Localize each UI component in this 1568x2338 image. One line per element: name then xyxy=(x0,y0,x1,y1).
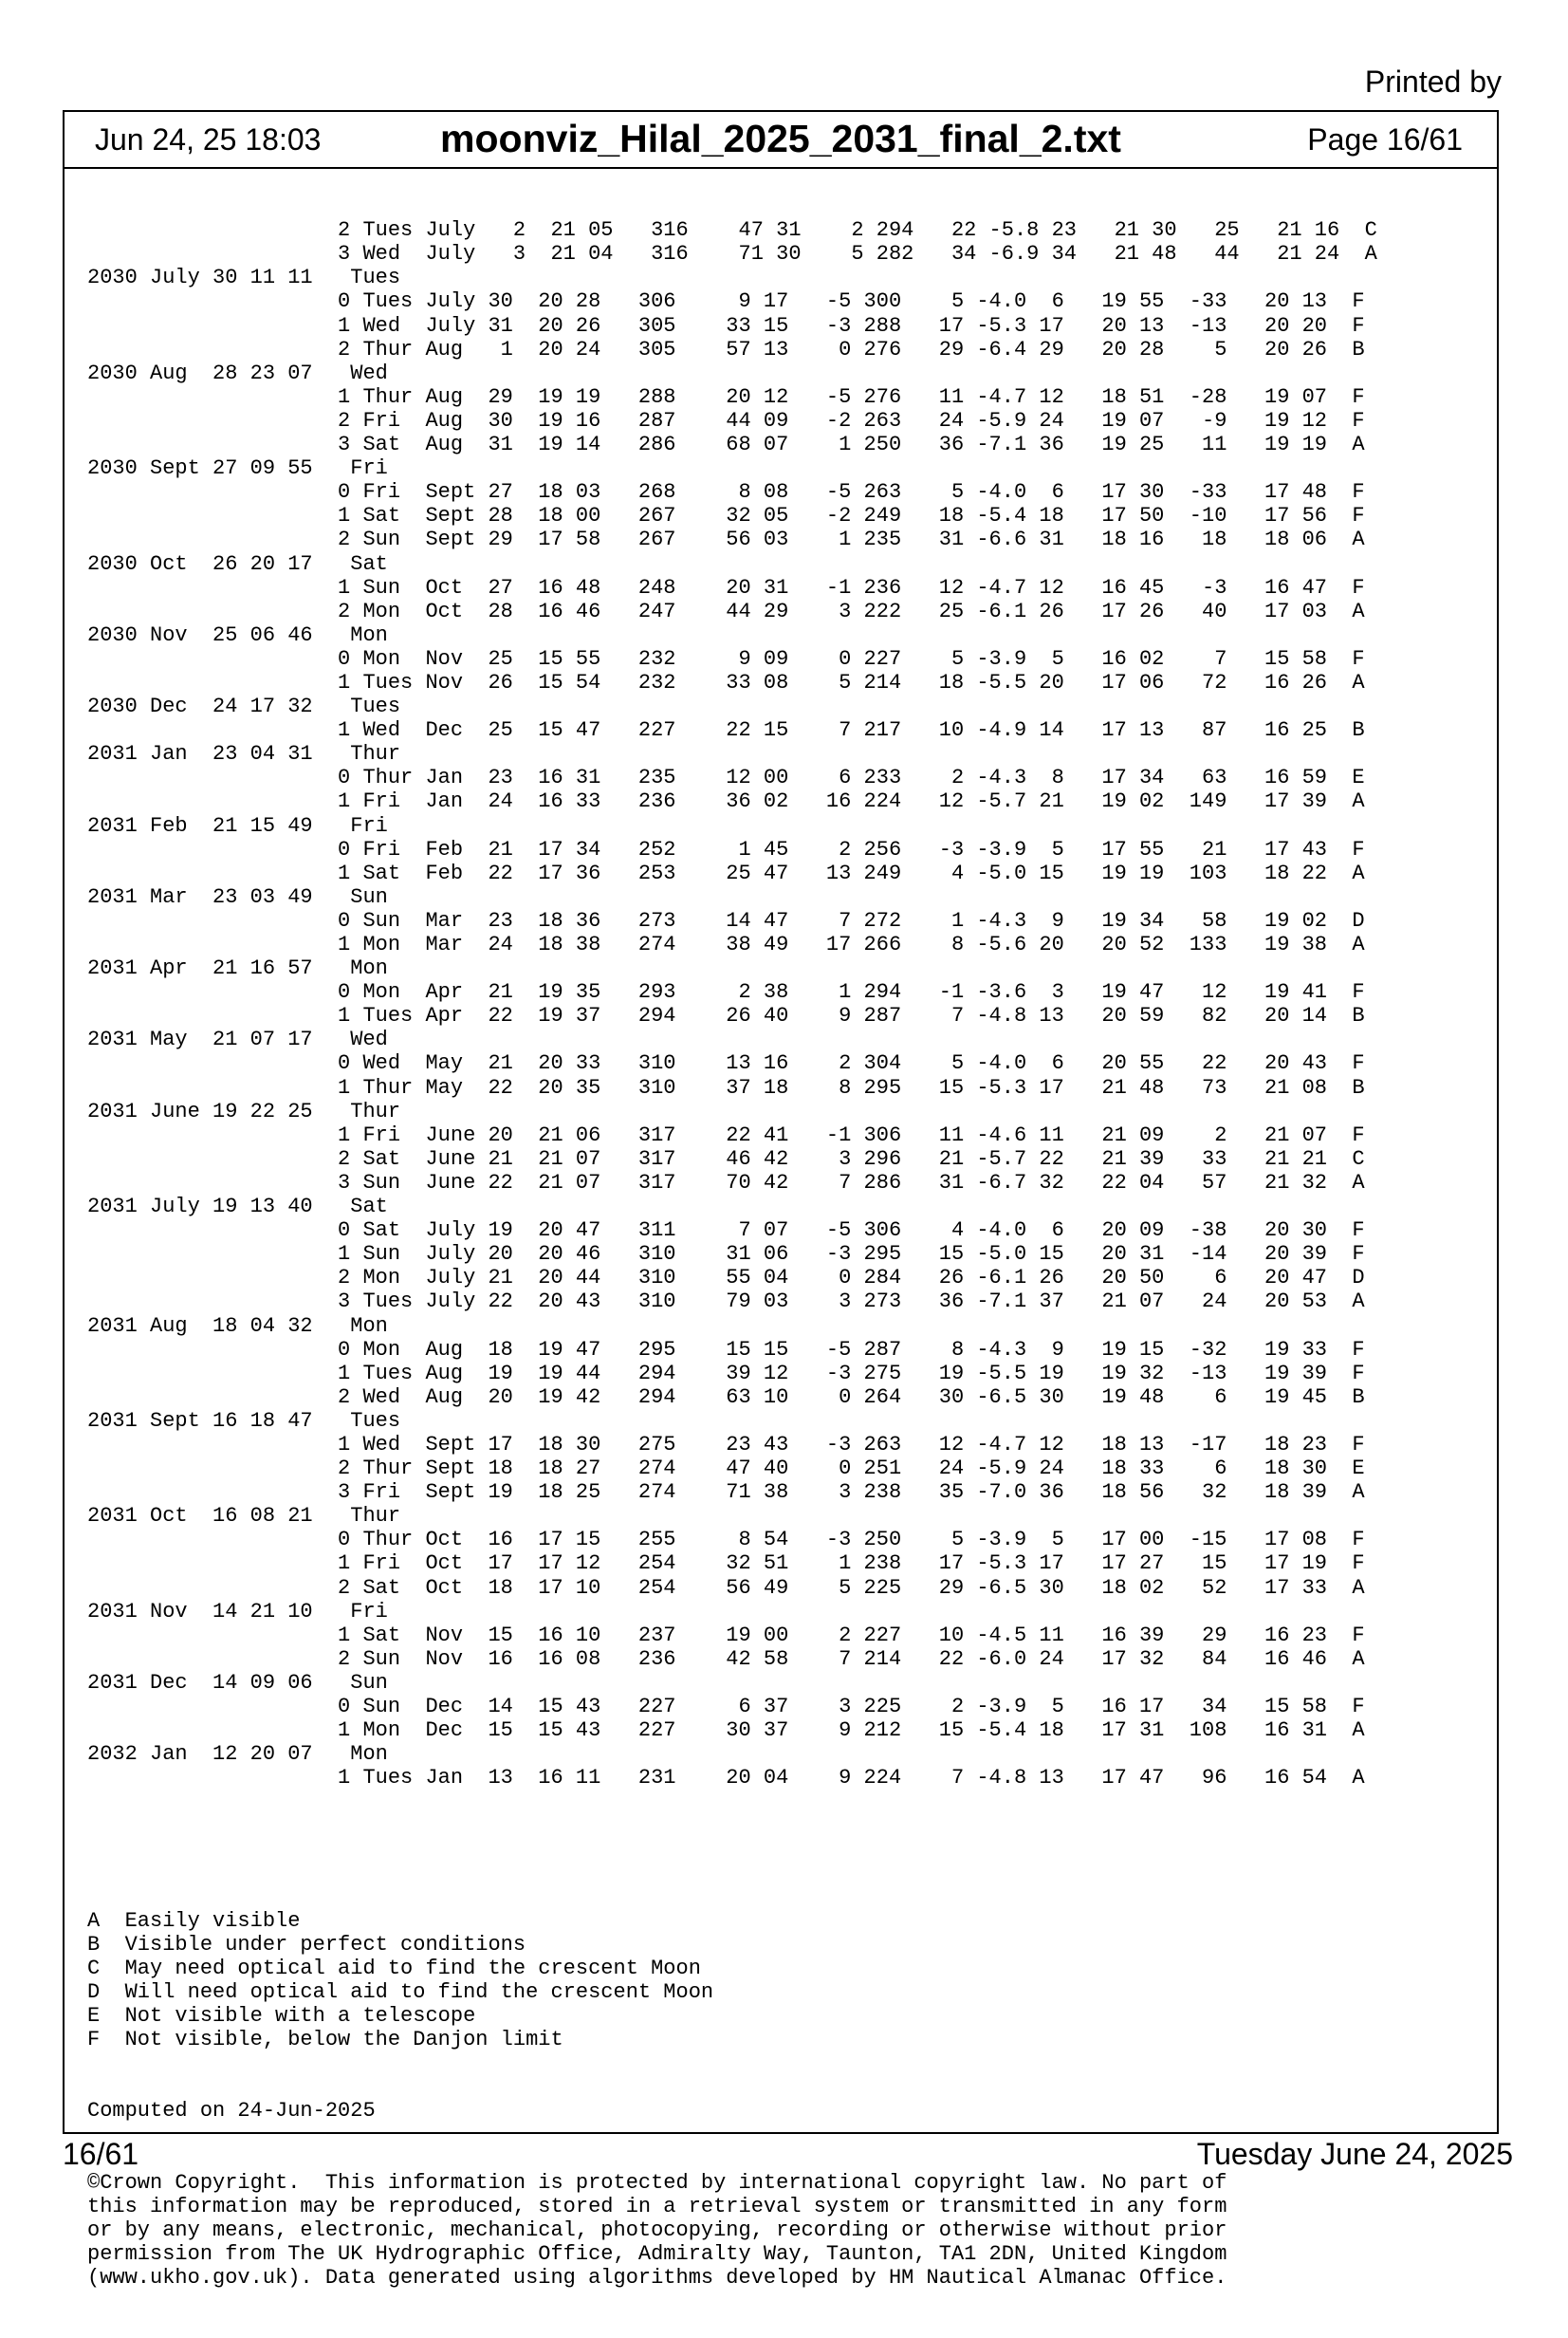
table-row: 1 Fri June 20 21 06 317 22 41 -1 306 11 -4.6 11 21 09 2 21 07 F xyxy=(87,1123,1365,1147)
table-row: 0 Fri Feb 21 17 34 252 1 45 2 256 -3 -3.9 5 17 55 21 17 43 F xyxy=(87,837,1365,862)
table-row: 2031 Nov 14 21 10 Fri xyxy=(87,1599,388,1624)
table-row: 2 Wed Aug 20 19 42 294 63 10 0 264 30 -6.5 30 19 48 6 19 45 B xyxy=(87,1384,1365,1409)
table-row: 2 Thur Sept 18 18 27 274 47 40 0 251 24 -5.9 24 18 33 6 18 30 E xyxy=(87,1457,1365,1481)
table-row: 1 Mon Mar 24 18 38 274 38 49 17 266 8 -5.6 20 20 52 133 19 38 A xyxy=(87,933,1365,956)
table-row: 0 Mon Apr 21 19 35 293 2 38 1 294 -1 -3.6 3 19 47 12 19 41 F xyxy=(87,980,1365,1005)
table-row: 2 Sun Sept 29 17 58 267 56 03 1 235 31 -6.6 31 18 16 18 18 06 A xyxy=(87,528,1365,552)
table-row: 0 Wed May 21 20 33 310 13 16 2 304 5 -4.0 6 20 55 22 20 43 F xyxy=(87,1051,1365,1076)
header-date: Jun 24, 25 18:03 xyxy=(95,122,322,157)
table-row: 0 Fri Sept 27 18 03 268 8 08 -5 263 5 -4.0 6 17 30 -33 17 48 F xyxy=(87,480,1365,505)
legend-item: E Not visible with a telescope xyxy=(87,2004,476,2029)
copyright-line: this information may be reproduced, stored in a retrieval system or transmitted in any form xyxy=(87,2194,1227,2218)
table-row: 0 Sun Mar 23 18 36 273 14 47 7 272 1 -4.3 9 19 34 58 19 02 D xyxy=(87,908,1365,933)
table-row: 1 Tues Jan 13 16 11 231 20 04 9 224 7 -4.8 13 17 47 96 16 54 A xyxy=(87,1766,1365,1791)
table-row: 2031 Apr 21 16 57 Mon xyxy=(87,956,388,981)
table-row: 2031 Mar 23 03 49 Sun xyxy=(87,884,388,909)
table-row: 1 Tues Apr 22 19 37 294 26 40 9 287 7 -4.8 13 20 59 82 20 14 B xyxy=(87,1004,1365,1029)
table-row: 2 Mon Oct 28 16 46 247 44 29 3 222 25 -6.1 26 17 26 40 17 03 A xyxy=(87,599,1365,623)
table-row: 1 Tues Aug 19 19 44 294 39 12 -3 275 19 -5.5 19 19 32 -13 19 39 F xyxy=(87,1361,1365,1385)
table-row: 1 Wed July 31 20 26 305 33 15 -3 288 17 -5.3 17 20 13 -13 20 20 F xyxy=(87,313,1365,338)
table-row: 2030 July 30 11 11 Tues xyxy=(87,266,401,290)
computed-date: Computed on 24-Jun-2025 xyxy=(87,2099,376,2123)
table-row: 1 Tues Nov 26 15 54 232 33 08 5 214 18 -5.5 20 17 06 72 16 26 A xyxy=(87,670,1365,695)
printed-by-label: Printed by xyxy=(1364,65,1502,99)
copyright-line: or by any means, electronic, mechanical, photocopying, recording or otherwise without prior xyxy=(87,2218,1227,2243)
copyright-line: ©Crown Copyright. This information is protected by international copyright law. No part of xyxy=(87,2170,1227,2195)
legend-item: D Will need optical aid to find the crescent Moon xyxy=(87,1980,714,2005)
table-row: 2031 Jan 23 04 31 Thur xyxy=(87,742,401,767)
table-row: 2031 July 19 13 40 Sat xyxy=(87,1195,388,1219)
table-row: 2 Sat June 21 21 07 317 46 42 3 296 21 -5.7 22 21 39 33 21 21 C xyxy=(87,1146,1365,1171)
table-row: 2031 Dec 14 09 06 Sun xyxy=(87,1670,388,1695)
header-title: moonviz_Hilal_2025_2031_final_2.txt xyxy=(440,117,1121,160)
table-row: 2 Thur Aug 1 20 24 305 57 13 0 276 29 -6.4 29 20 28 5 20 26 B xyxy=(87,337,1365,362)
table-row: 1 Wed Sept 17 18 30 275 23 43 -3 263 12 -4.7 12 18 13 -17 18 23 F xyxy=(87,1432,1365,1457)
text-body xyxy=(87,171,1377,2338)
table-row: 2030 Oct 26 20 17 Sat xyxy=(87,551,388,576)
legend xyxy=(87,1909,1377,2052)
table-row: 0 Thur Oct 16 17 15 255 8 54 -3 250 5 -3.9 5 17 00 -15 17 08 F xyxy=(87,1528,1365,1552)
legend-item: B Visible under perfect conditions xyxy=(87,1932,526,1957)
table-row: 1 Sat Nov 15 16 10 237 19 00 2 227 10 -4.5 11 16 39 29 16 23 F xyxy=(87,1623,1365,1647)
table-row: 1 Fri Oct 17 17 12 254 32 51 1 238 17 -5.3 17 17 27 15 17 19 F xyxy=(87,1551,1365,1576)
table-row: 2 Mon July 21 20 44 310 55 04 0 284 26 -6.1 26 20 50 6 20 47 D xyxy=(87,1266,1365,1290)
table-row: 0 Mon Nov 25 15 55 232 9 09 0 227 5 -3.9 5 16 02 7 15 58 F xyxy=(87,646,1365,671)
table-row: 3 Tues July 22 20 43 310 79 03 3 273 36 -7.1 37 21 07 24 20 53 A xyxy=(87,1290,1365,1314)
table-row: 0 Sat July 19 20 47 311 7 07 -5 306 4 -4.0 6 20 09 -38 20 30 F xyxy=(87,1218,1365,1243)
table-row: 2030 Dec 24 17 32 Tues xyxy=(87,695,401,719)
table-row: 1 Thur Aug 29 19 19 288 20 12 -5 276 11 -4.7 12 18 51 -28 19 07 F xyxy=(87,384,1365,409)
footer-date: Tuesday June 24, 2025 xyxy=(1196,2137,1513,2171)
table-row: 2 Sun Nov 16 16 08 236 42 58 7 214 22 -6.0 24 17 32 84 16 46 A xyxy=(87,1646,1365,1671)
table-row: 1 Sat Feb 22 17 36 253 25 47 13 249 4 -5.0 15 19 19 103 18 22 A xyxy=(87,861,1365,885)
legend-item: A Easily visible xyxy=(87,1908,301,1933)
table-row: 2 Tues July 2 21 05 316 47 31 2 294 22 -5.8 23 21 30 25 21 16 C xyxy=(87,218,1377,243)
copyright-notice xyxy=(87,2171,1377,2290)
table-row: 3 Fri Sept 19 18 25 274 71 38 3 238 35 -7.0 36 18 56 32 18 39 A xyxy=(87,1480,1365,1505)
table-row: 2031 June 19 22 25 Thur xyxy=(87,1099,401,1123)
table-row: 2030 Aug 28 23 07 Wed xyxy=(87,361,388,385)
table-row: 2030 Sept 27 09 55 Fri xyxy=(87,456,388,481)
table-row: 3 Sat Aug 31 19 14 286 68 07 1 250 36 -7.1 36 19 25 11 19 19 A xyxy=(87,433,1365,457)
table-row: 2032 Jan 12 20 07 Mon xyxy=(87,1742,388,1767)
table-row: 2 Fri Aug 30 19 16 287 44 09 -2 263 24 -5.9 24 19 07 -9 19 12 F xyxy=(87,408,1365,433)
table-row: 2031 Oct 16 08 21 Thur xyxy=(87,1504,401,1529)
table-row: 2031 Aug 18 04 32 Mon xyxy=(87,1313,388,1338)
spacer xyxy=(87,1838,1377,1862)
table-row: 0 Sun Dec 14 15 43 227 6 37 3 225 2 -3.9 5 16 17 34 15 58 F xyxy=(87,1695,1365,1718)
table-row: 0 Tues July 30 20 28 306 9 17 -5 300 5 -4.0 6 19 55 -33 20 13 F xyxy=(87,289,1365,314)
data-table xyxy=(87,218,1377,1790)
table-row: 0 Thur Jan 23 16 31 235 12 00 6 233 2 -4.3 8 17 34 63 16 59 E xyxy=(87,766,1365,790)
legend-item: C May need optical aid to find the crescent Moon xyxy=(87,1957,701,1981)
table-row: 1 Sat Sept 28 18 00 267 32 05 -2 249 18 -5.4 18 17 50 -10 17 56 F xyxy=(87,504,1365,529)
table-row: 1 Sun Oct 27 16 48 248 20 31 -1 236 12 -4.7 12 16 45 -3 16 47 F xyxy=(87,575,1365,600)
table-row: 2031 Sept 16 18 47 Tues xyxy=(87,1408,401,1433)
header-page-number: Page 16/61 xyxy=(1307,122,1463,157)
table-row: 2030 Nov 25 06 46 Mon xyxy=(87,622,388,647)
table-row: 0 Mon Aug 18 19 47 295 15 15 -5 287 8 -4.3 9 19 15 -32 19 33 F xyxy=(87,1337,1365,1362)
footer-page-number: 16/61 xyxy=(63,2137,139,2171)
table-row: 2031 May 21 07 17 Wed xyxy=(87,1028,388,1052)
table-row: 1 Sun July 20 20 46 310 31 06 -3 295 15 -5.0 15 20 31 -14 20 39 F xyxy=(87,1242,1365,1267)
table-row: 1 Mon Dec 15 15 43 227 30 37 9 212 15 -5.4 18 17 31 108 16 31 A xyxy=(87,1718,1365,1743)
page-header xyxy=(65,112,1497,169)
table-row: 2 Sat Oct 18 17 10 254 56 49 5 225 29 -6.5 30 18 02 52 17 33 A xyxy=(87,1575,1365,1600)
legend-item: F Not visible, below the Danjon limit xyxy=(87,2028,563,2052)
table-row: 1 Fri Jan 24 16 33 236 36 02 16 224 12 -5.7 21 19 02 149 17 39 A xyxy=(87,789,1365,814)
table-row: 1 Thur May 22 20 35 310 37 18 8 295 15 -5.3 17 21 48 73 21 08 B xyxy=(87,1075,1365,1100)
table-row: 1 Wed Dec 25 15 47 227 22 15 7 217 10 -4.9 14 17 13 87 16 25 B xyxy=(87,718,1365,743)
table-row: 3 Wed July 3 21 04 316 71 30 5 282 34 -6.9 34 21 48 44 21 24 A xyxy=(87,242,1377,267)
copyright-line: (www.ukho.gov.uk). Data generated using algorithms developed by HM Nautical Almanac Office. xyxy=(87,2266,1227,2291)
copyright-line: permission from The UK Hydrographic Office, Admiralty Way, Taunton, TA1 2DN, United Kingdom xyxy=(87,2242,1227,2267)
table-row: 2031 Feb 21 15 49 Fri xyxy=(87,813,388,838)
table-row: 3 Sun June 22 21 07 317 70 42 7 286 31 -6.7 32 22 04 57 21 32 A xyxy=(87,1170,1365,1195)
